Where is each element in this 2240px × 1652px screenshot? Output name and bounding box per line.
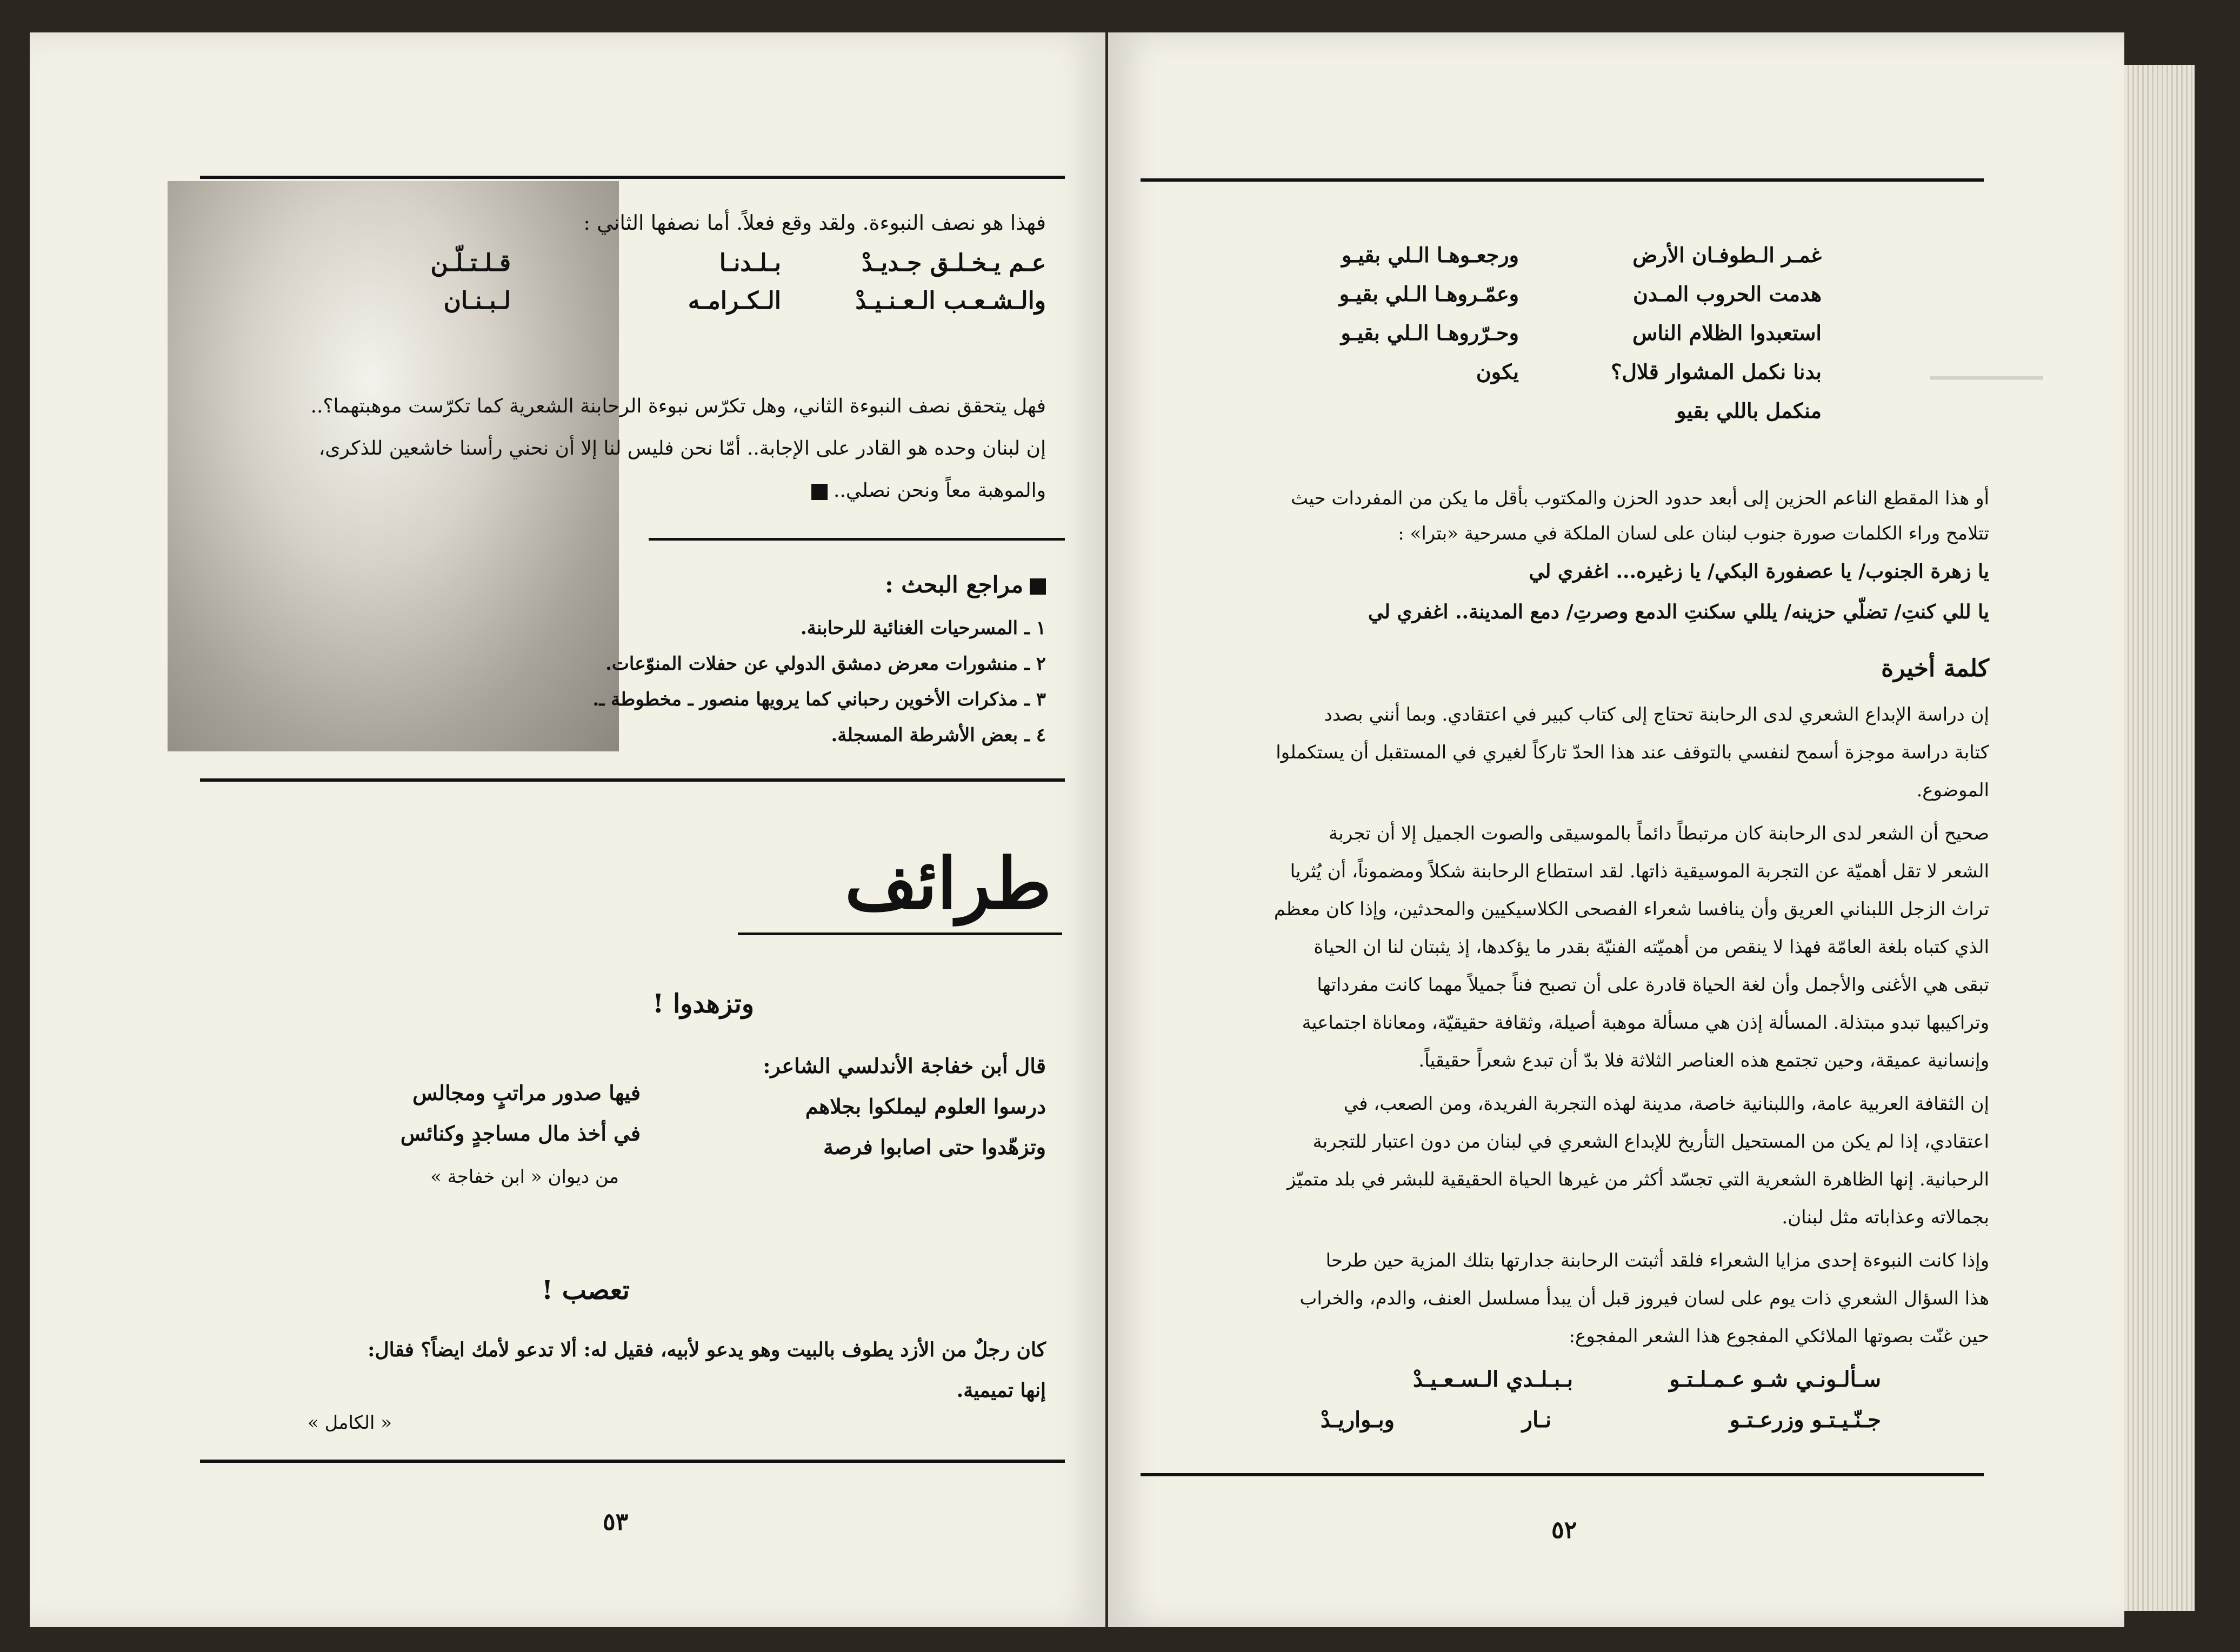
t2-line-2: إنها تميمية. — [956, 1379, 1046, 1402]
para5-line: وإذا كانت النبوءة إحدى مزايا الشعراء فلقد أثبتت الرحابنة جدارتها بتلك المزية حين طرحا — [1325, 1250, 1989, 1271]
verse-1-part-c: عـم يـخـلـق جـديـدْ — [861, 249, 1046, 277]
para3-line: وإنسانية عميقة، وحين تجتمع هذه العناصر الثلاثة فلا بدّ أن تبدع شعراً حقيقياً. — [1418, 1050, 1989, 1071]
para3-line: تراث الزجل اللبناني العريق وأن ينافسا شعراء الفصحى الكلاسيكيين والمحدثين، وإذا كان معظم — [1274, 898, 1989, 920]
refs-title: مراجع البحث : — [885, 568, 1046, 602]
square-bullet-icon — [1030, 578, 1046, 595]
para4-line: بجمالاته وعذاباته مثل لبنان. — [1782, 1207, 1989, 1228]
section-title: كلمة أخيرة — [1881, 655, 1989, 682]
verse-2-part-c: والـشـعـب الـعـنـيـدْ — [855, 287, 1046, 315]
top-rule — [1141, 178, 1984, 182]
final-verse-2-right: جـنّـيـتـو وزرعـتـو — [1729, 1407, 1881, 1433]
verse-2-part-b: الـكـرامـه — [688, 287, 781, 315]
t2-source: « الكامل » — [307, 1412, 392, 1434]
t1-line-1-left: فيها صدور مراتبٍ ومجالس — [412, 1081, 641, 1105]
end-square-icon — [811, 484, 828, 500]
right-page — [1108, 32, 2124, 1627]
para3-line: الذي كتباه بلغة العامّة فهذا لا ينقص من أهميّته الفنيّة بقدر ما يؤكدها، إذ يثبتان لنا ان الحياة — [1314, 936, 1989, 958]
t1-line-2-left: في أخذ مال مساجدٍ وكنائس — [400, 1121, 641, 1145]
quote-line: يا للي كنتِ/ تضلّي حزينه/ يللي سكنتِ الدمع وصرتِ/ دمع المدينة.. اغفري لي — [1368, 601, 1989, 623]
verse-1-part-a: قـلـتـلّـن — [430, 249, 511, 277]
closing-line-2: إن لبنان وحده هو القادر على الإجابة.. أمّا نحن فليس لنا إلا أن نحني رأسنا خاشعين للذكرى، — [318, 437, 1046, 459]
poem-5-right: منكمل باللي بقيو — [1676, 398, 1822, 423]
show-through-text: ______ — [1930, 335, 2043, 380]
para2-line: إن دراسة الإبداع الشعري لدى الرحابنة تحتاج إلى كتاب كبير في اعتقادي. وبما أنني بصدد — [1324, 704, 1989, 725]
ref-item: ٢ ـ منشورات معرض دمشق الدولي عن حفلات المنوّعات. — [605, 653, 1046, 675]
t1-line-2-right: وتزهّدوا حتى اصابوا فرصة — [823, 1135, 1046, 1159]
ref-item: ٣ ـ مذكرات الأخوين رحباني كما يرويها منصور ـ مخطوطة ـ. — [592, 689, 1046, 710]
t2-line-1: كان رجلٌ من الأزد يطوف بالبيت وهو يدعو لأبيه، فقيل له: ألا تدعو لأمك ايضاً؟ فقال: — [368, 1338, 1046, 1361]
closing-line-1: فهل يتحقق نصف النبوءة الثاني، وهل تكرّس نبوءة الرحابنة الشعرية كما تكرّست موهبتهما؟.. — [310, 395, 1046, 417]
poem-3-left: وحـرّروهـا الـلي بقيـو — [1341, 321, 1519, 345]
final-verse-1-right: سـألـونـي شـو عـمـلـتـو — [1669, 1367, 1881, 1392]
heading-rule — [738, 932, 1062, 935]
page-number: ٥٢ — [1551, 1516, 1577, 1544]
t1-title: وتزهدوا ! — [652, 989, 754, 1019]
final-verse-1-left: بـبـلـدي الـسـعـيـدْ — [1412, 1367, 1573, 1392]
bottom-rule — [200, 1460, 1065, 1463]
poem-4-right: بدنا نكمل المشوار قلال؟ — [1611, 359, 1822, 384]
page-number: ٥٣ — [603, 1508, 629, 1536]
para2-line: الموضوع. — [1916, 780, 1989, 801]
para3-line: وتراكيبها تبدو مبتذلة. المسألة إذن هي مسألة موهبة أصيلة، وثقافة حقيقيّة، ومعاناة اجتماعية — [1302, 1012, 1989, 1034]
para4-line: اعتقادي، إذا لم يكن من المستحيل التأريخ للإبداع الشعري في لبنان من دون اعتبار للتجربة — [1312, 1131, 1989, 1153]
section-heading-tarai: طرائف — [844, 842, 1051, 925]
ref-item: ١ ـ المسرحيات الغنائية للرحابنة. — [800, 617, 1046, 639]
para4-line: إن الثقافة العربية عامة، واللبنانية خاصة، مدينة لهذه التجربة الفريدة، ومن الصعب، في — [1343, 1093, 1989, 1115]
bottom-rule — [1141, 1473, 1984, 1476]
t1-line-1-right: درسوا العلوم ليملكوا بجلاهم — [805, 1094, 1046, 1118]
ref-item: ٤ ـ بعض الأشرطة المسجلة. — [831, 724, 1046, 746]
para3-line: الشعر لا تقل أهميّة عن التجربة الموسيقية ذاتها. لقد استطاع الرحابنة شكلاً ومضموناً، أن يُثريا — [1290, 861, 1989, 882]
verse-2-part-a: لـبـنـان — [443, 287, 511, 315]
poem-4-left: يكون — [1476, 359, 1519, 384]
poem-1-right: غمـر الـطوفـان الأرض — [1632, 243, 1822, 267]
refs-rule — [649, 538, 1065, 541]
para4-line: الرحبانية. إنها الظاهرة الشعرية التي تجسّد أكثر من غيرها الحياة الحقيقية للبشر في بلد متميّز — [1287, 1169, 1989, 1190]
poem-2-right: هدمت الحروب المـدن — [1633, 282, 1822, 306]
mid-rule — [200, 778, 1065, 782]
para5-line: هذا السؤال الشعري ذات يوم على لسان فيروز قبل أن يبدأ مسلسل العنف، والدم، والخراب — [1299, 1288, 1989, 1309]
final-verse-2-left: وبـواريـدْ — [1320, 1407, 1395, 1433]
left-page — [30, 32, 1105, 1627]
quote-line: يا زهرة الجنوب/ يا عصفورة البكي/ يا زغيره... اغفري لي — [1529, 560, 1989, 583]
closing-line-3: والموهبة معاً ونحن نصلي.. — [805, 474, 1046, 508]
para3-line: تبقى هي الأغنى والأجمل وأن لغة الحياة قادرة على أن تصبح فناً جميلاً مهما كانت مفرداتها — [1317, 974, 1989, 996]
para1-line: أو هذا المقطع الناعم الحزين إلى أبعد حدود الحزن والمكتوب بأقل ما يكن من المفردات حيث — [1290, 488, 1989, 509]
verse-1-part-b: بـلـدنـا — [719, 249, 781, 277]
poem-2-left: وعمّـروهـا الـلي بقيـو — [1339, 282, 1519, 306]
portrait-photo — [168, 181, 619, 751]
t1-source: من ديوان « ابن خفاجة » — [430, 1166, 619, 1188]
top-rule — [200, 176, 1065, 179]
t1-intro: قال أبن خفاجة الأندلسي الشاعر: — [763, 1054, 1046, 1078]
t2-title: تعصب ! — [541, 1275, 630, 1305]
page-edges — [2124, 65, 2195, 1611]
para2-line: كتابة دراسة موجزة أسمح لنفسي بالتوقف عند هذا الحدّ تاركاً لغيري في المستقبل أن يستكملوا — [1276, 742, 1989, 763]
para3-line: صحيح أن الشعر لدى الرحابنة كان مرتبطاً دائماً بالموسيقى والصوت الجميل إلا أن تجربة — [1329, 823, 1989, 844]
final-verse-2-mid: نـار — [1522, 1407, 1551, 1433]
poem-1-left: ورجعـوهـا الـلي بقيـو — [1341, 243, 1519, 267]
para5-line: حين غنّت بصوتها الملائكي المفجوع هذا الشعر المفجوع: — [1569, 1325, 1989, 1347]
open-book — [30, 32, 2195, 1627]
para1-line: تتلامح وراء الكلمات صورة جنوب لبنان على لسان الملكة في مسرحية «بترا» : — [1398, 523, 1989, 544]
intro-line: فهذا هو نصف النبوءة. ولقد وقع فعلاً. أما نصفها الثاني : — [583, 211, 1046, 235]
poem-3-right: استعبدوا الظلام الناس — [1632, 321, 1822, 345]
